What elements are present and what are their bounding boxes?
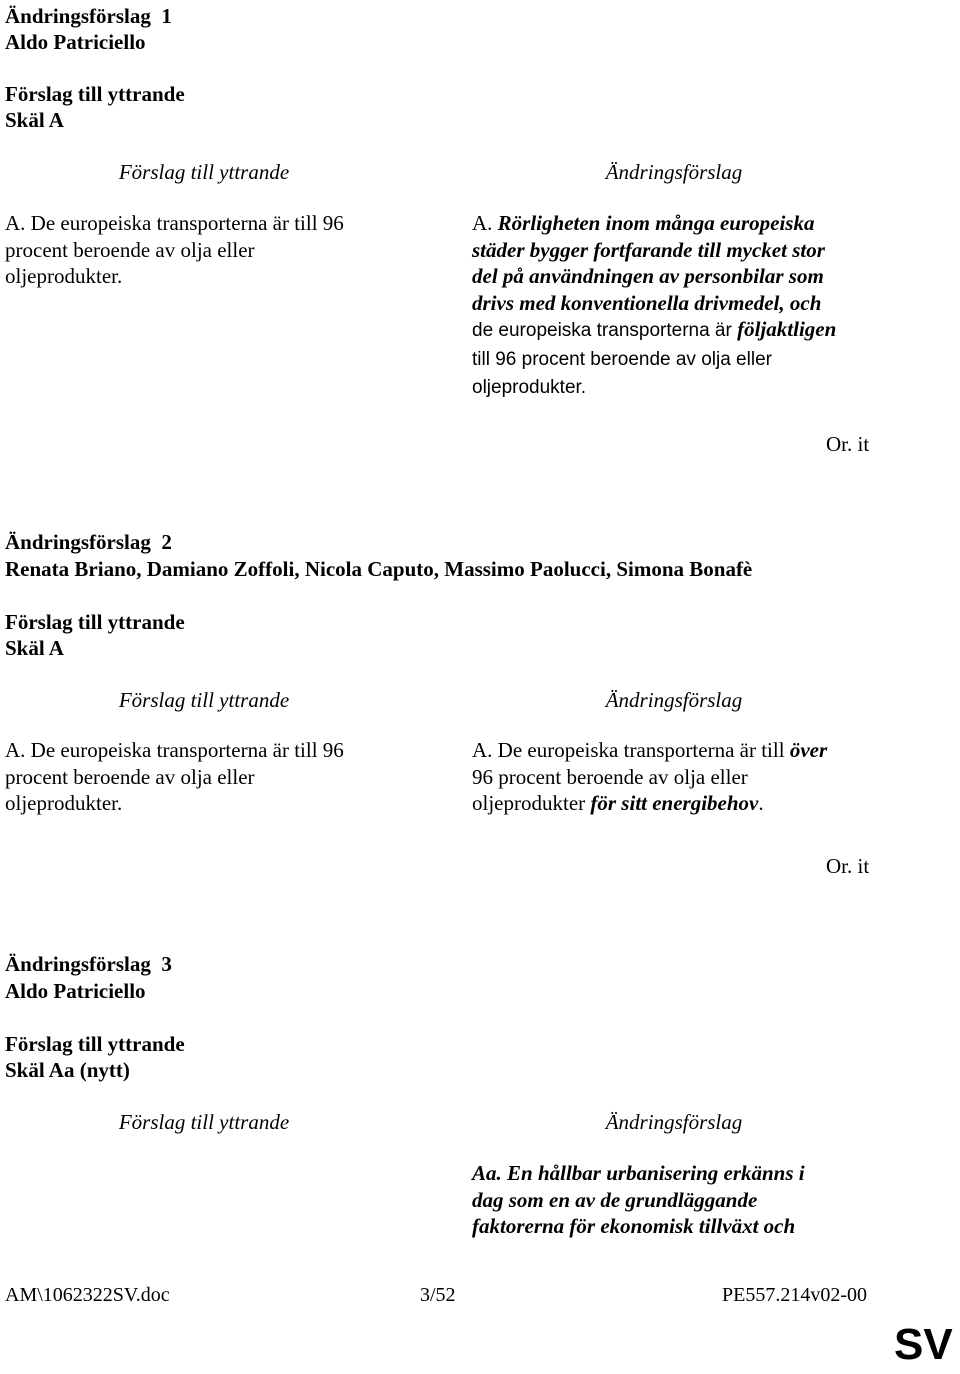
text-line: A. De europeiska transporterna är till över xyxy=(472,738,828,762)
text-line: faktorerna för ekonomisk tillväxt och xyxy=(472,1214,796,1238)
footer-pe-reference: PE557.214v02-00 xyxy=(722,1284,867,1306)
text-line: oljeprodukter för sitt energibehov. xyxy=(472,791,764,815)
amendment-2-author: Renata Briano, Damiano Zoffoli, Nicola Caputo, Massimo Paolucci, Simona Bonafè xyxy=(5,557,753,581)
amendment-3-right-column-heading: Ändringsförslag xyxy=(605,1110,743,1134)
text-line: drivs med konventionella drivmedel, och xyxy=(472,290,822,315)
amendment-1-original-language: Or. it xyxy=(826,432,870,456)
text-line: till 96 procent beroende av olja eller xyxy=(472,348,772,370)
amendment-2-original-text xyxy=(5,737,344,817)
amendment-3-heading: Ändringsförslag 3 xyxy=(5,952,172,976)
amendment-2-ref-title: Förslag till yttrande xyxy=(5,610,185,634)
text-line: oljeprodukter. xyxy=(472,377,587,398)
text-line: A. De europeiska transporterna är till 96 xyxy=(5,738,344,762)
text-line: oljeprodukter. xyxy=(5,264,123,288)
amendment-1-ref-title: Förslag till yttrande xyxy=(5,82,185,106)
amendment-1-ref-sub: Skäl A xyxy=(5,108,64,132)
amendment-2-original-language: Or. it xyxy=(826,854,870,878)
amendment-3-author: Aldo Patriciello xyxy=(5,979,146,1003)
amendment-1-heading: Ändringsförslag 1 xyxy=(5,4,172,28)
footer-language-code: SV xyxy=(894,1320,953,1369)
text-line: oljeprodukter. xyxy=(5,791,123,815)
text-line: procent beroende av olja eller xyxy=(5,237,255,262)
amendment-3-amended-text xyxy=(472,1160,805,1240)
text-line: städer bygger fortfarande till mycket stor xyxy=(472,237,825,262)
amendment-1-amended-text xyxy=(472,210,836,402)
text-line: A. De europeiska transporterna är till 96 xyxy=(5,211,344,235)
amendment-2-right-column-heading: Ändringsförslag xyxy=(605,688,743,712)
amendment-2-ref-sub: Skäl A xyxy=(5,636,64,660)
amendment-1-original-text xyxy=(5,210,344,290)
amendment-2-left-column-heading: Förslag till yttrande xyxy=(118,688,290,712)
amendment-3-left-column-heading: Förslag till yttrande xyxy=(118,1110,290,1134)
footer-document-reference: AM\1062322SV.doc xyxy=(5,1284,170,1306)
text-line: A. Rörligheten inom många europeiska xyxy=(472,211,815,235)
amendment-2-amended-text xyxy=(472,737,827,817)
text-line: Aa. En hållbar urbanisering erkänns i xyxy=(472,1161,805,1185)
text-line: 96 procent beroende av olja eller xyxy=(472,764,748,789)
amendment-1-right-column-heading: Ändringsförslag xyxy=(605,160,743,184)
text-line: del på användningen av personbilar som xyxy=(472,264,824,288)
text-line: dag som en av de grundläggande xyxy=(472,1187,758,1212)
amendment-1-author: Aldo Patriciello xyxy=(5,30,146,54)
amendment-3-ref-title: Förslag till yttrande xyxy=(5,1032,185,1056)
amendment-1-left-column-heading: Förslag till yttrande xyxy=(118,160,290,184)
footer-page-number: 3/52 xyxy=(420,1284,456,1306)
amendment-3-ref-sub: Skäl Aa (nytt) xyxy=(5,1058,130,1082)
text-line: de europeiska transporterna är följaktligen xyxy=(472,317,837,341)
amendment-2-heading: Ändringsförslag 2 xyxy=(5,530,172,554)
text-line: procent beroende av olja eller xyxy=(5,764,255,789)
